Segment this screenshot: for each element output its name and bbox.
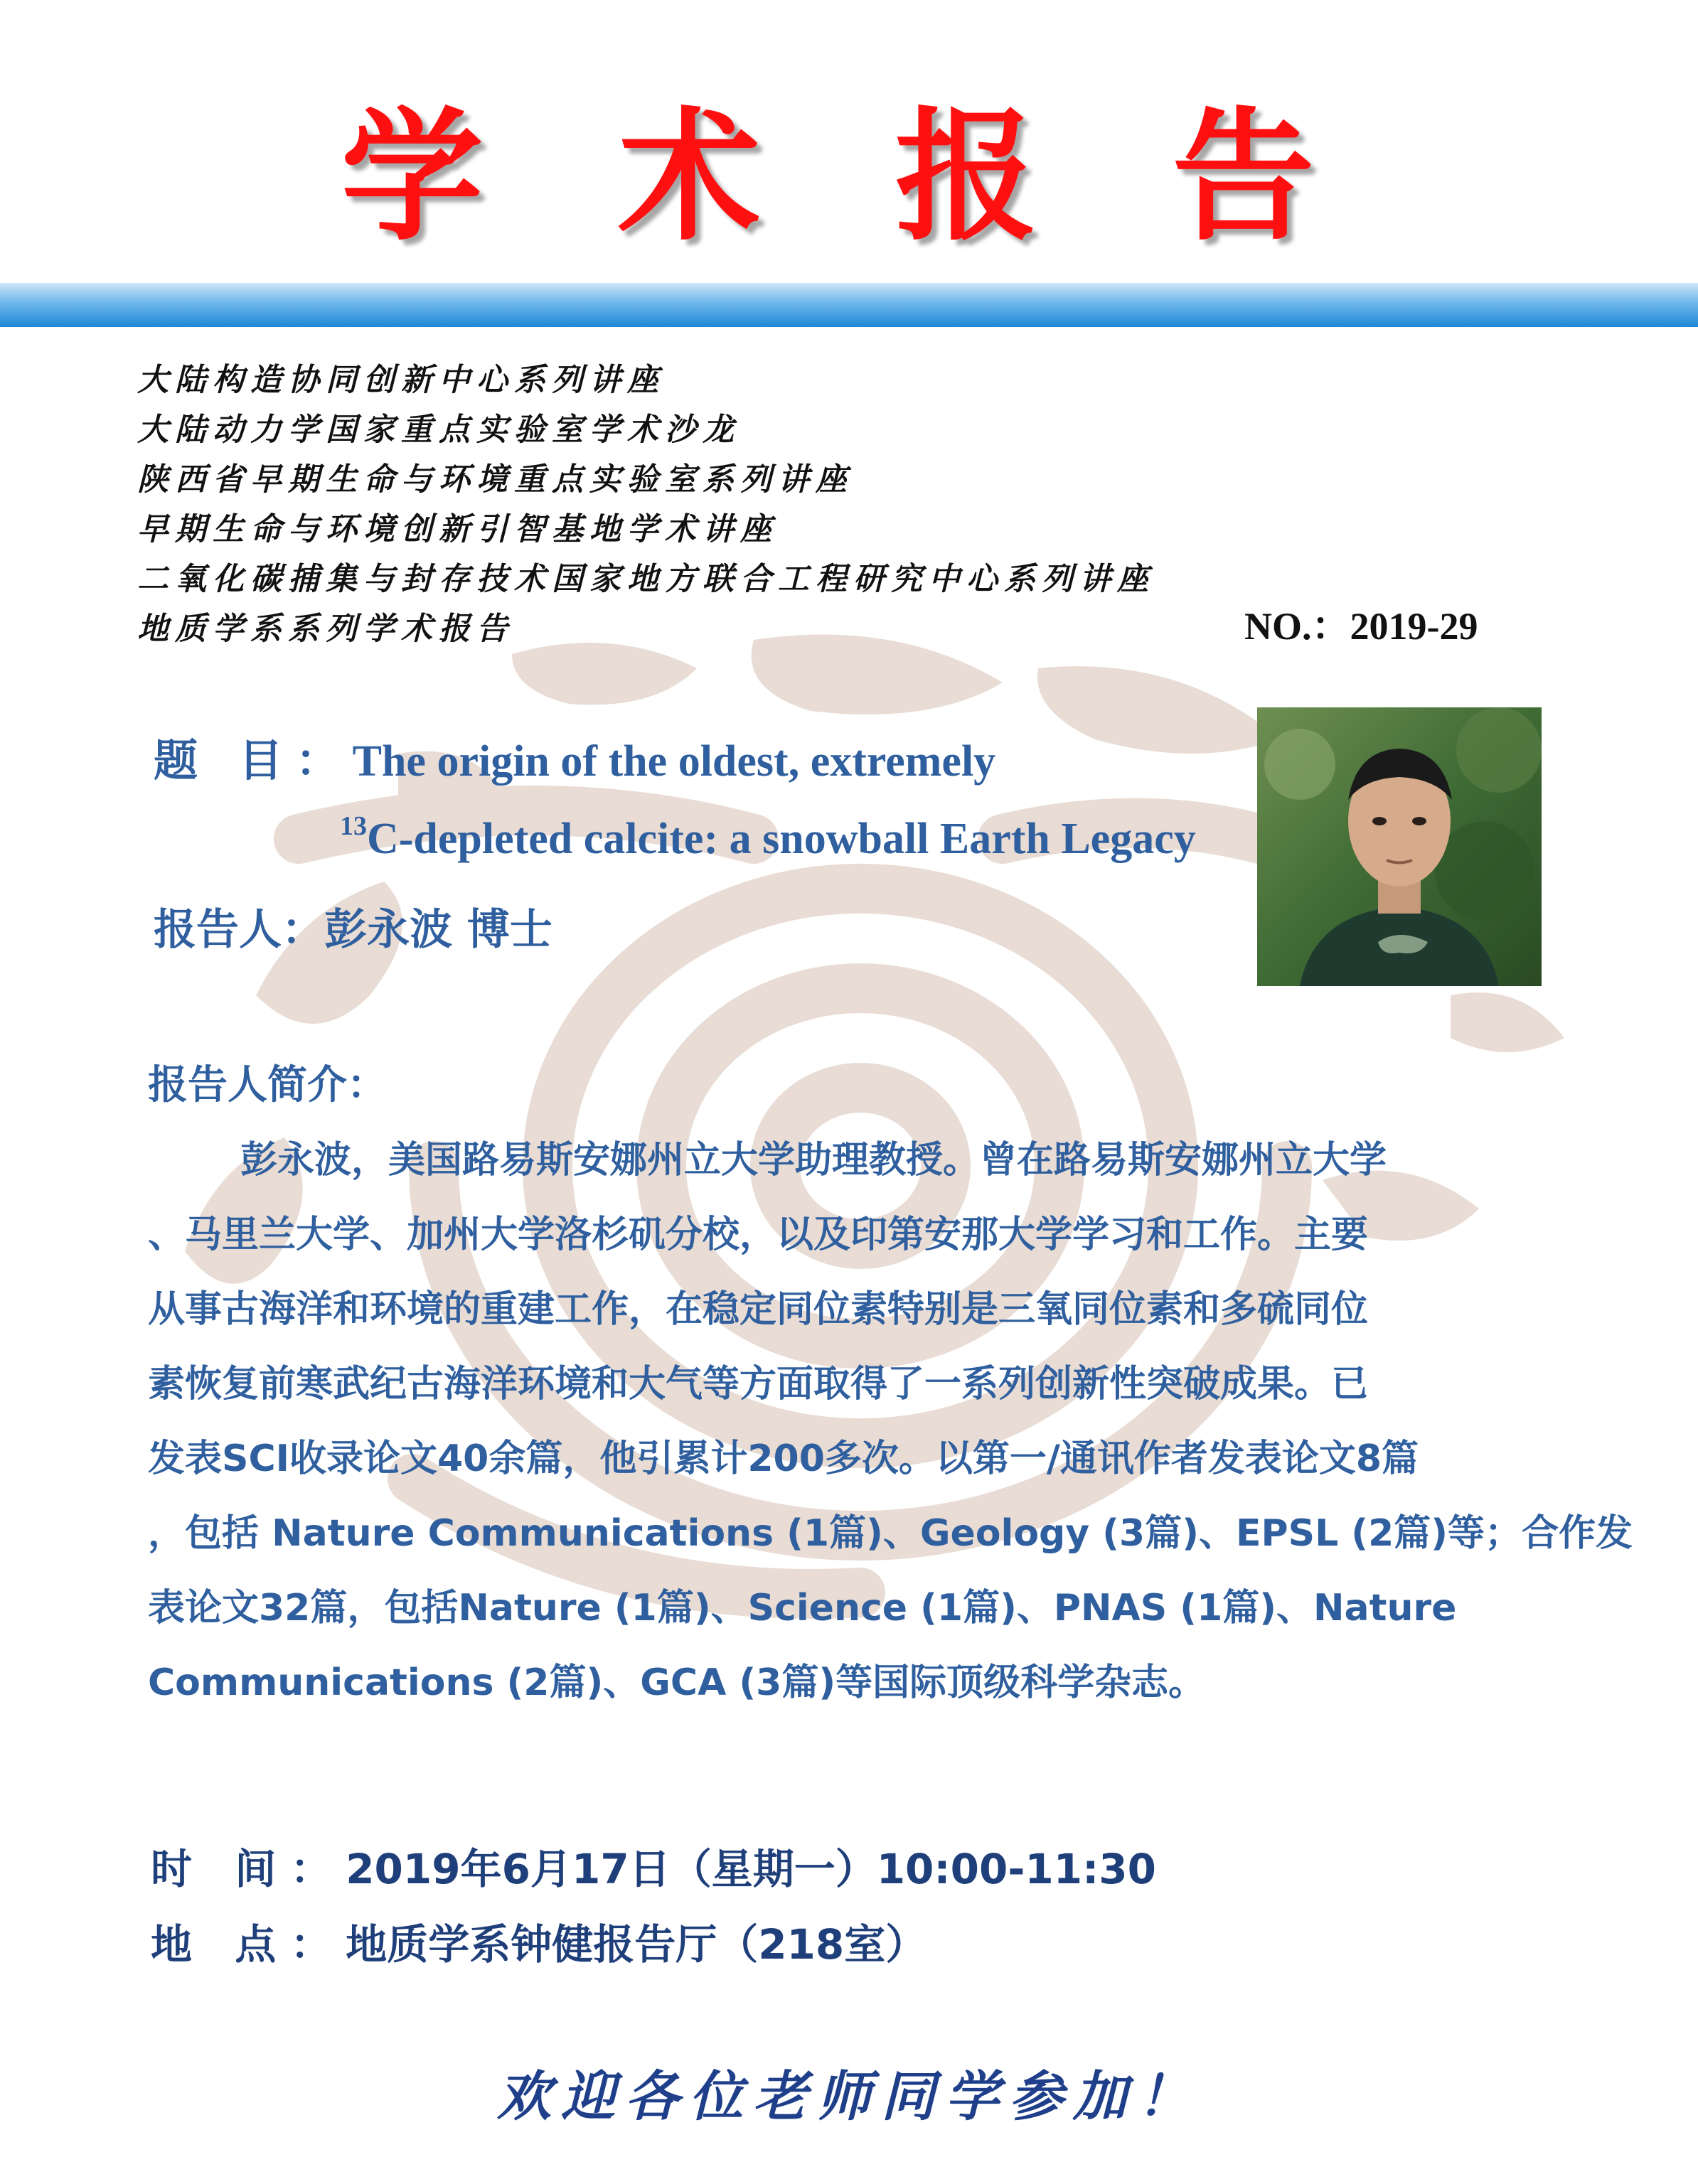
bio-line: 素恢复前寒武纪古海洋环境和大气等方面取得了一系列创新性突破成果。已 — [148, 1363, 1369, 1406]
series-item: 大陆动力学国家重点实验室学术沙龙 — [137, 412, 740, 448]
isotope-superscript: 13 — [340, 811, 367, 841]
bio-line: 从事古海洋和环境的重建工作，在稳定同位素特别是三氧同位素和多硫同位 — [148, 1288, 1369, 1331]
bio-paragraph — [148, 1123, 1633, 1720]
time-value: 2019年6月17日（星期一）10:00-11:30 — [346, 1845, 1157, 1893]
bio-heading: 报告人简介： — [148, 1062, 387, 1108]
welcome-message: 欢迎各位老师同学参加！ — [497, 2065, 1201, 2128]
place-value: 地质学系钟健报告厅（218室） — [346, 1920, 927, 1969]
topic-line-1 — [154, 725, 995, 788]
banner-bar — [0, 283, 1698, 327]
speaker-name: 彭永波 博士 — [324, 905, 552, 955]
series-item: 大陆构造协同创新中心系列讲座 — [137, 362, 665, 398]
time-line — [151, 1836, 1156, 1895]
bio-line: Communications (2篇)、GCA (3篇)等国际顶级科学杂志。 — [148, 1661, 1206, 1704]
bio-line: 发表SCI收录论文40余篇，他引累计200多次。以第一/通讯作者发表论文8篇 — [148, 1438, 1419, 1480]
time-label: 时 间： — [151, 1845, 346, 1893]
bio-line: 、马里兰大学、加州大学洛杉矶分校，以及印第安那大学学习和工作。主要 — [148, 1214, 1369, 1256]
place-label: 地 点： — [151, 1920, 346, 1969]
bio-line: ，包括 Nature Communications (1篇)、Geology (3篇)、EPSL (2篇)等；合作发 — [148, 1512, 1633, 1555]
speaker-photo — [1257, 707, 1542, 986]
speaker-label: 报告人： — [154, 905, 324, 955]
topic-title-part-2: C-depleted calcite: a snowball Earth Legacy — [367, 815, 1196, 863]
topic-line-2 — [340, 810, 1196, 864]
topic-label: 题 目： — [154, 734, 353, 786]
place-line — [151, 1911, 927, 1971]
topic-title-part-1: The origin of the oldest, extremely — [352, 737, 996, 786]
speaker-line — [154, 896, 552, 957]
report-number: NO.：2019-29 — [1244, 605, 1478, 648]
series-item: 地质学系系列学术报告 — [137, 611, 514, 647]
bio-line: 彭永波，美国路易斯安娜州立大学助理教授。曾在路易斯安娜州立大学 — [240, 1139, 1387, 1182]
series-item: 早期生命与环境创新引智基地学术讲座 — [137, 511, 778, 547]
series-item: 陕西省早期生命与环境重点实验室系列讲座 — [137, 461, 853, 498]
series-item: 二氧化碳捕集与封存技术国家地方联合工程研究中心系列讲座 — [137, 561, 1155, 597]
page-title: 学 术 报 告 — [341, 95, 1357, 260]
bio-line: 表论文32篇，包括Nature (1篇)、Science (1篇)、PNAS (1篇)、Nature — [148, 1587, 1457, 1629]
